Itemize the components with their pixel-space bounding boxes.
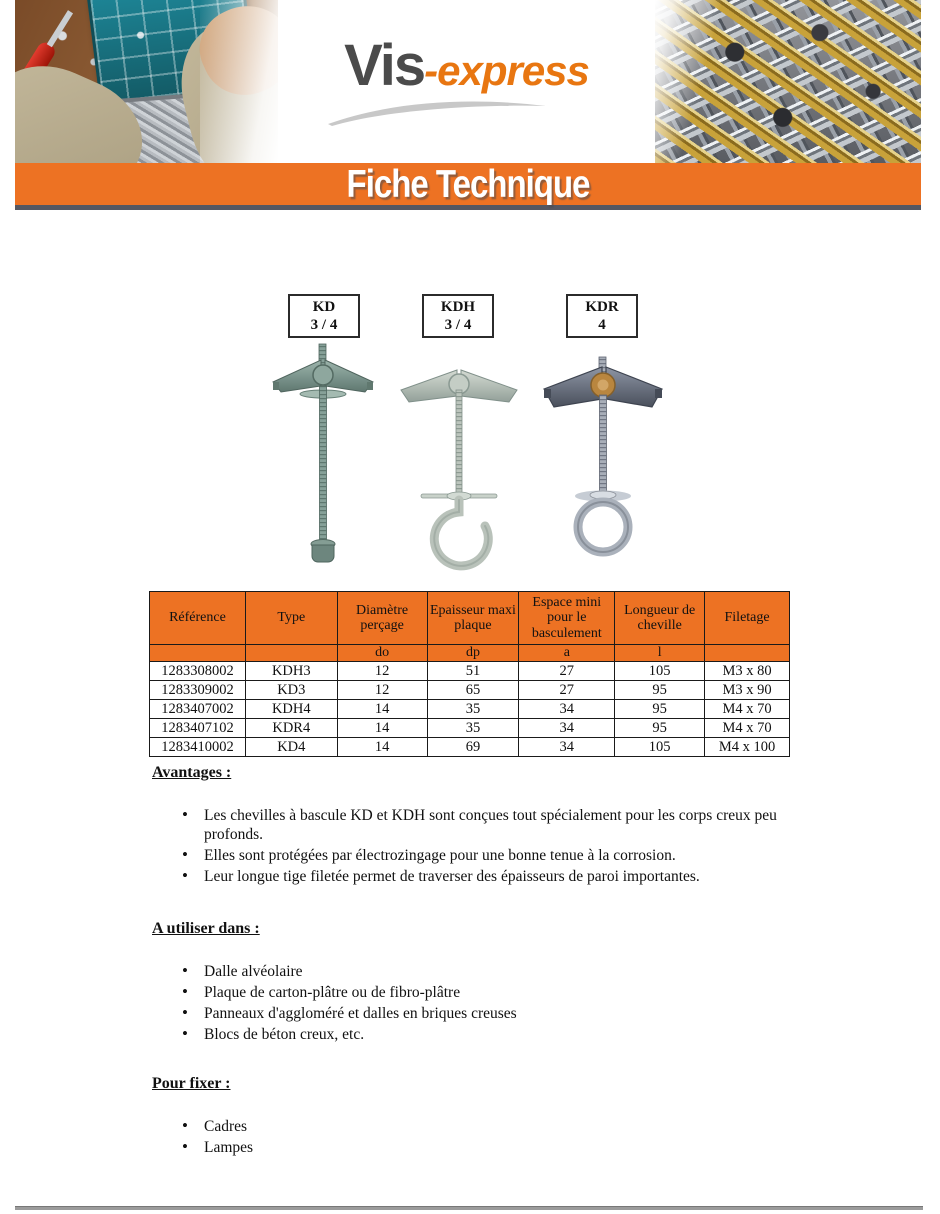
cell-reference: 1283309002 xyxy=(150,681,246,700)
table-row xyxy=(150,681,790,700)
cell-a: 27 xyxy=(519,662,615,681)
list-item: • Leur longue tige filetée permet de traverser des épaisseurs de paroi importantes. xyxy=(204,867,784,886)
cell-l: 105 xyxy=(615,662,705,681)
col-reference: Référence xyxy=(150,592,246,645)
product-name: KDR xyxy=(585,299,619,315)
product-label-kd xyxy=(288,294,360,338)
section-title: A utiliser dans : xyxy=(152,920,260,937)
table-row xyxy=(150,662,790,681)
cell-do: 12 xyxy=(337,681,427,700)
product-label-kdr xyxy=(566,294,638,338)
section-avantages xyxy=(152,764,784,888)
product-size: 4 xyxy=(598,317,606,333)
header-band xyxy=(15,0,921,163)
sym-type xyxy=(245,645,337,662)
spec-table xyxy=(149,591,790,757)
list-item: • Elles sont protégées par électrozingage pour une bonne tenue à la corrosion. xyxy=(204,846,784,865)
cell-dp: 69 xyxy=(427,738,519,757)
product-name: KDH xyxy=(440,299,476,315)
sym-filetage xyxy=(705,645,790,662)
col-longueur-cheville: Longueur de cheville xyxy=(615,592,705,645)
fixation-list xyxy=(152,1117,784,1157)
workbench-photo xyxy=(15,0,278,163)
kdr-anchor-image xyxy=(540,355,666,561)
cell-do: 14 xyxy=(337,719,427,738)
cell-a: 34 xyxy=(519,700,615,719)
list-item: • Plaque de carton-plâtre ou de fibro-plâtre xyxy=(204,983,784,1002)
cell-a: 34 xyxy=(519,738,615,757)
cell-reference: 1283308002 xyxy=(150,662,246,681)
col-type: Type xyxy=(245,592,337,645)
cell-a: 27 xyxy=(519,681,615,700)
brand-name-primary: Vis xyxy=(344,32,425,98)
photo-fade xyxy=(200,0,278,163)
cell-type: KDH4 xyxy=(245,700,337,719)
sym-l: l xyxy=(615,645,705,662)
list-item: • Dalle alvéolaire xyxy=(204,962,784,981)
product-label-kdh xyxy=(422,294,494,338)
sym-reference xyxy=(150,645,246,662)
cell-reference: 1283410002 xyxy=(150,738,246,757)
col-espace-mini-basculement: Espace mini pour le basculement xyxy=(519,592,615,645)
col-filetage: Filetage xyxy=(705,592,790,645)
sym-dp: dp xyxy=(427,645,519,662)
section-title: Avantages : xyxy=(152,764,232,781)
section-fixation xyxy=(152,1075,784,1159)
avantages-list xyxy=(152,806,784,886)
list-item: • Panneaux d'aggloméré et dalles en briques creuses xyxy=(204,1004,784,1023)
utilisation-list xyxy=(152,962,784,1044)
cell-dp: 35 xyxy=(427,719,519,738)
logo-swoosh-icon xyxy=(322,97,552,127)
cell-do: 12 xyxy=(337,662,427,681)
spec-table-header-row xyxy=(150,592,790,645)
cell-filetage: M3 x 80 xyxy=(705,662,790,681)
cell-a: 34 xyxy=(519,719,615,738)
kdh-anchor-image xyxy=(397,360,521,574)
list-item: • Les chevilles à bascule KD et KDH sont conçues tout spécialement pour les corps creux peu profonds. xyxy=(204,806,784,844)
spec-table-symbol-row xyxy=(150,645,790,662)
list-item: • Blocs de béton creux, etc. xyxy=(204,1025,784,1044)
screws-pile-photo xyxy=(655,0,921,163)
cell-do: 14 xyxy=(337,738,427,757)
table-row xyxy=(150,738,790,757)
section-utilisation xyxy=(152,920,784,1046)
cell-type: KDH3 xyxy=(245,662,337,681)
page-bottom-rule xyxy=(15,1206,923,1210)
cell-reference: 1283407102 xyxy=(150,719,246,738)
list-item: • Lampes xyxy=(204,1138,784,1157)
cell-dp: 51 xyxy=(427,662,519,681)
cell-type: KD3 xyxy=(245,681,337,700)
cell-dp: 35 xyxy=(427,700,519,719)
page-title: Fiche Technique xyxy=(346,161,590,206)
col-epaisseur-maxi-plaque: Epaisseur maxi plaque xyxy=(427,592,519,645)
kd-anchor-image xyxy=(265,342,381,570)
cell-type: KD4 xyxy=(245,738,337,757)
cell-reference: 1283407002 xyxy=(150,700,246,719)
sym-do: do xyxy=(337,645,427,662)
cell-l: 95 xyxy=(615,681,705,700)
cell-l: 95 xyxy=(615,700,705,719)
product-name: KD xyxy=(312,299,336,315)
cell-filetage: M4 x 70 xyxy=(705,719,790,738)
cell-l: 105 xyxy=(615,738,705,757)
cell-filetage: M3 x 90 xyxy=(705,681,790,700)
cell-l: 95 xyxy=(615,719,705,738)
cell-dp: 65 xyxy=(427,681,519,700)
cell-do: 14 xyxy=(337,700,427,719)
col-diametre-percage: Diamètre perçage xyxy=(337,592,427,645)
table-row xyxy=(150,719,790,738)
product-size: 3 / 4 xyxy=(444,317,472,333)
brand-name-secondary: -express xyxy=(424,46,589,94)
table-row xyxy=(150,700,790,719)
brand-logo xyxy=(344,32,589,98)
product-size: 3 / 4 xyxy=(310,317,338,333)
title-banner xyxy=(15,163,921,210)
cell-filetage: M4 x 100 xyxy=(705,738,790,757)
cell-type: KDR4 xyxy=(245,719,337,738)
cell-filetage: M4 x 70 xyxy=(705,700,790,719)
list-item: • Cadres xyxy=(204,1117,784,1136)
section-title: Pour fixer : xyxy=(152,1075,231,1092)
sym-a: a xyxy=(519,645,615,662)
logo-area xyxy=(278,0,655,163)
